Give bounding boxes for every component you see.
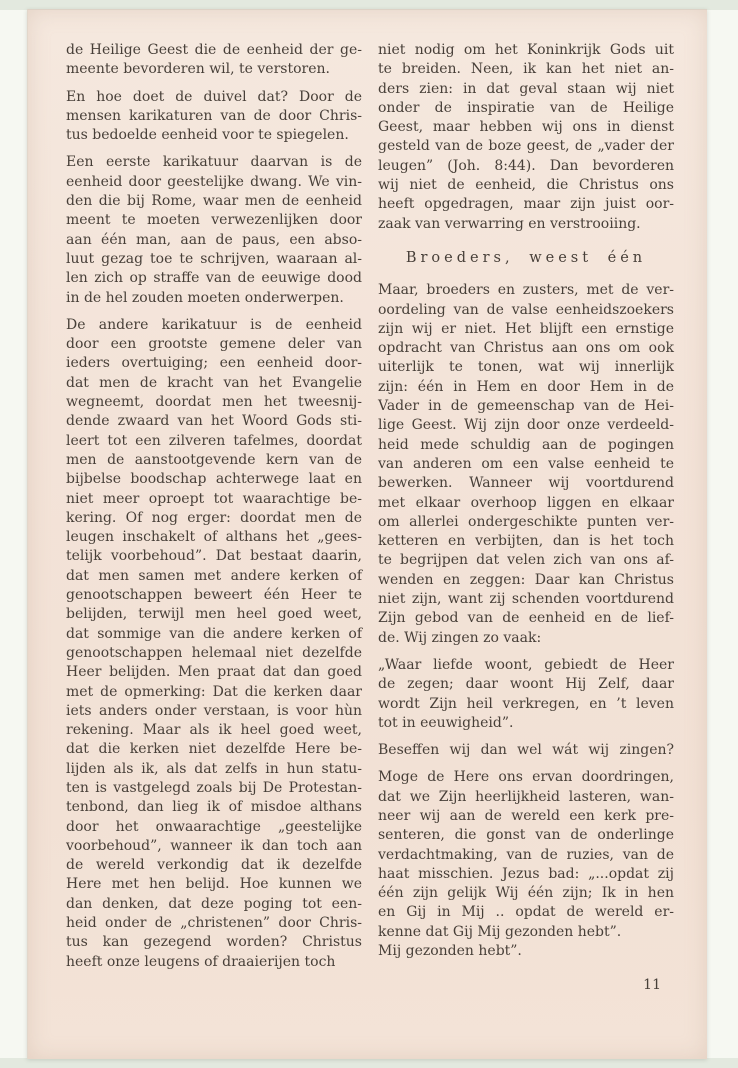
text-line: den die bij Rome, waar men de eenheid: [66, 193, 362, 210]
paragraph: [66, 41, 362, 80]
text-line: verdachtmaking, van de ruzies, van de: [378, 846, 674, 863]
text-line: zaak van verwarring en verstrooiing.: [378, 215, 641, 232]
text-line: en Gij in Mij .. opdat de wereld er-: [378, 904, 674, 921]
text-line: En hoe doet de duivel dat? Door de: [66, 88, 362, 105]
text-line: tus kan gezegend worden? Christus: [66, 934, 362, 951]
text-line: tot in eeuwigheid”.: [378, 714, 514, 731]
text-line: Vader in de gemeenschap van de Hei-: [378, 398, 674, 415]
text-line: aan één man, aan de paus, een abso-: [66, 231, 362, 248]
text-line: Beseffen wij dan wel wát wij zingen?: [378, 742, 674, 759]
text-line: kering. Of nog erger: doordat men de: [66, 509, 362, 526]
text-line: niet meer oproept tot waarachtige be-: [66, 490, 362, 507]
paragraph: [378, 741, 674, 760]
text-line: De andere karikatuur is de eenheid: [66, 316, 362, 333]
paragraph: [378, 768, 674, 961]
text-line: de zegen; daar woont Hij Zelf, daar: [378, 676, 674, 693]
text-line: kenne dat Gij Mij gezonden hebt”.: [378, 923, 622, 940]
text-line: senteren, die gonst van de onderlinge: [378, 827, 674, 844]
text-line: haat misschien. Jezus bad: „...opdat zij: [378, 865, 674, 882]
text-line: meente bevorderen wil, te verstoren.: [66, 61, 330, 78]
text-line: meent te moeten verwezenlijken door: [66, 212, 362, 229]
text-line: dat men de kracht van het Evangelie: [66, 374, 362, 391]
text-line: Zijn gebod van de eenheid en de lief-: [378, 610, 674, 627]
text-line: niet zijn, want zij schenden voortdurend: [378, 591, 674, 608]
text-line: gesteld van de boze geest, de „vader der: [378, 138, 674, 155]
text-line: onder de inspiratie van de Heilige: [378, 99, 674, 116]
text-line: iets anders onder verstaan, is voor hùn: [66, 702, 362, 719]
paragraph: [66, 88, 362, 146]
text-columns: [66, 41, 674, 980]
paragraph: [378, 281, 674, 648]
text-line: lijden als ik, als dat zelfs in hun statu-: [66, 760, 362, 777]
left-column: [66, 41, 362, 980]
text-line: dende zwaard van het Woord Gods sti-: [66, 413, 362, 430]
text-line: Maar, broeders en zusters, met de ver-: [378, 282, 674, 299]
text-line: opdracht van Christus aan ons om ook: [378, 340, 674, 357]
text-line: oordeling van de valse eenheidszoekers: [378, 301, 674, 318]
text-line: wij niet de eenheid, die Christus ons: [378, 177, 674, 194]
text-line: tus bedoelde eenheid voor te spiegelen.: [66, 127, 349, 144]
text-line: rekening. Maar als ik heel goed weet,: [66, 722, 362, 739]
text-line: door een grootste gemene deler van: [66, 336, 362, 353]
text-line: genootschappen beweert één Heer te: [66, 587, 362, 604]
text-line: Een eerste karikatuur daarvan is de: [66, 154, 362, 171]
text-line: de. Wij zingen zo vaak:: [378, 629, 542, 646]
text-line: tenbond, dan lieg ik of misdoe althans: [66, 799, 362, 816]
text-line: voorbehoud”, wanneer ik dan toch aan: [66, 837, 362, 854]
text-line: Geest, maar hebben wij ons in dienst: [378, 119, 674, 136]
text-line: één zijn gelijk Wij één zijn; Ik in hen: [378, 885, 674, 902]
text-line: zijn wij er niet. Het blijft een ernstige: [378, 320, 674, 337]
text-line: de wereld verkondig dat ik dezelfde: [66, 857, 362, 874]
text-line: Mij gezonden hebt”.: [378, 943, 522, 960]
text-line: wordt Zijn heil verkregen, en ’t leven: [378, 695, 674, 712]
text-line: wegneemt, doordat men het tweesnij-: [66, 394, 362, 411]
text-line: met de opmerking: Dat die kerken daar: [66, 683, 362, 700]
text-line: genootschappen helemaal niet dezelfde: [66, 644, 362, 661]
text-line: „Waar liefde woont, gebiedt de Heer: [378, 656, 674, 673]
text-line: men de aanstootgevende kern van de: [66, 451, 362, 468]
page-number: 11: [643, 977, 661, 993]
text-line: len zich op straffe van de eeuwige dood: [66, 270, 362, 287]
text-line: bijbelse boodschap achterwege laat en: [66, 471, 362, 488]
text-line: ten is vastgelegd zoals bij De Protestan-: [66, 779, 362, 796]
text-line: leugen inschakelt of althans het „gees-: [66, 529, 362, 546]
text-line: leert tot een zilveren tafelmes, doordat: [66, 432, 362, 449]
text-line: te begrijpen dat velen zich van ons af-: [378, 552, 674, 569]
text-line: Here met hen belijd. Hoe kunnen we: [66, 876, 362, 893]
text-line: mensen karikaturen van de door Chris-: [66, 107, 362, 124]
text-line: uiterlijk te tonen, wat wij innerlijk: [378, 359, 674, 376]
paragraph: [66, 316, 362, 972]
text-line: van anderen om een valse eenheid te: [378, 455, 674, 472]
paragraph: [378, 41, 674, 234]
text-line: eenheid door geestelijke dwang. We vin-: [66, 173, 362, 190]
text-line: ketteren en verbijten, dan is het toch: [378, 533, 674, 550]
text-line: lige Geest. Wij zijn door onze verdeeld-: [378, 417, 674, 434]
text-line: dat die kerken niet dezelfde Here be-: [66, 741, 362, 758]
text-line: dat we Zijn heerlijkheid lasteren, wan-: [378, 788, 674, 805]
text-line: heeft onze leugens of draaierijen toch: [66, 953, 336, 970]
right-column: [378, 41, 674, 980]
text-line: heeft opgedragen, maar zijn juist oor-: [378, 196, 674, 213]
text-line: niet nodig om het Koninkrijk Gods uit: [378, 42, 674, 58]
text-line: zijn: één in Hem en door Hem in de: [378, 378, 674, 395]
text-line: neer wij aan de wereld een kerk pre-: [378, 807, 674, 824]
text-line: dat sommige van die andere kerken of: [66, 625, 362, 642]
text-line: belijden, terwijl men heel goed weet,: [66, 606, 362, 623]
section-heading: Broeders, weest één: [405, 249, 647, 266]
text-line: Moge de Here ons ervan doordringen,: [378, 769, 674, 786]
text-line: dat men samen met andere kerken of: [66, 567, 362, 584]
text-line: Heer belijden. Men praat dat dan goed: [66, 664, 362, 681]
text-line: wenden en zeggen: Daar kan Christus: [378, 571, 674, 588]
text-line: te breiden. Neen, ik kan het niet an-: [378, 61, 674, 78]
text-line: dan denken, dat deze poging tot een-: [66, 895, 362, 912]
paragraph: [66, 153, 362, 307]
text-line: bewerken. Wanneer wij voortdurend: [378, 475, 674, 492]
text-line: in de hel zouden moeten onderwerpen.: [66, 289, 344, 306]
paragraph: [378, 656, 674, 733]
scan-edge-bottom: [0, 1058, 738, 1068]
text-line: met elkaar overhoop liggen en elkaar: [378, 494, 674, 511]
text-line: heid mede schuldig aan de pogingen: [378, 436, 674, 453]
text-line: luut gezag toe te schrijven, waaraan al-: [66, 250, 362, 267]
text-line: ders zien: in dat geval staan wij niet: [378, 80, 674, 97]
text-line: leugen” (Joh. 8:44). Dan bevorderen: [378, 157, 674, 174]
text-line: telijk voorbehoud”. Dat bestaat daarin,: [66, 548, 362, 565]
text-line: om allerlei ondergeschikte punten ver-: [378, 513, 674, 530]
text-line: de Heilige Geest die de eenheid der ge-: [66, 42, 362, 58]
text-line: ieders overtuiging; een eenheid door-: [66, 355, 362, 372]
text-line: heid onder de „christenen” door Chris-: [66, 915, 362, 932]
scanned-page: [27, 9, 707, 1059]
text-line: door het onwaarachtige „geestelijke: [66, 818, 362, 835]
